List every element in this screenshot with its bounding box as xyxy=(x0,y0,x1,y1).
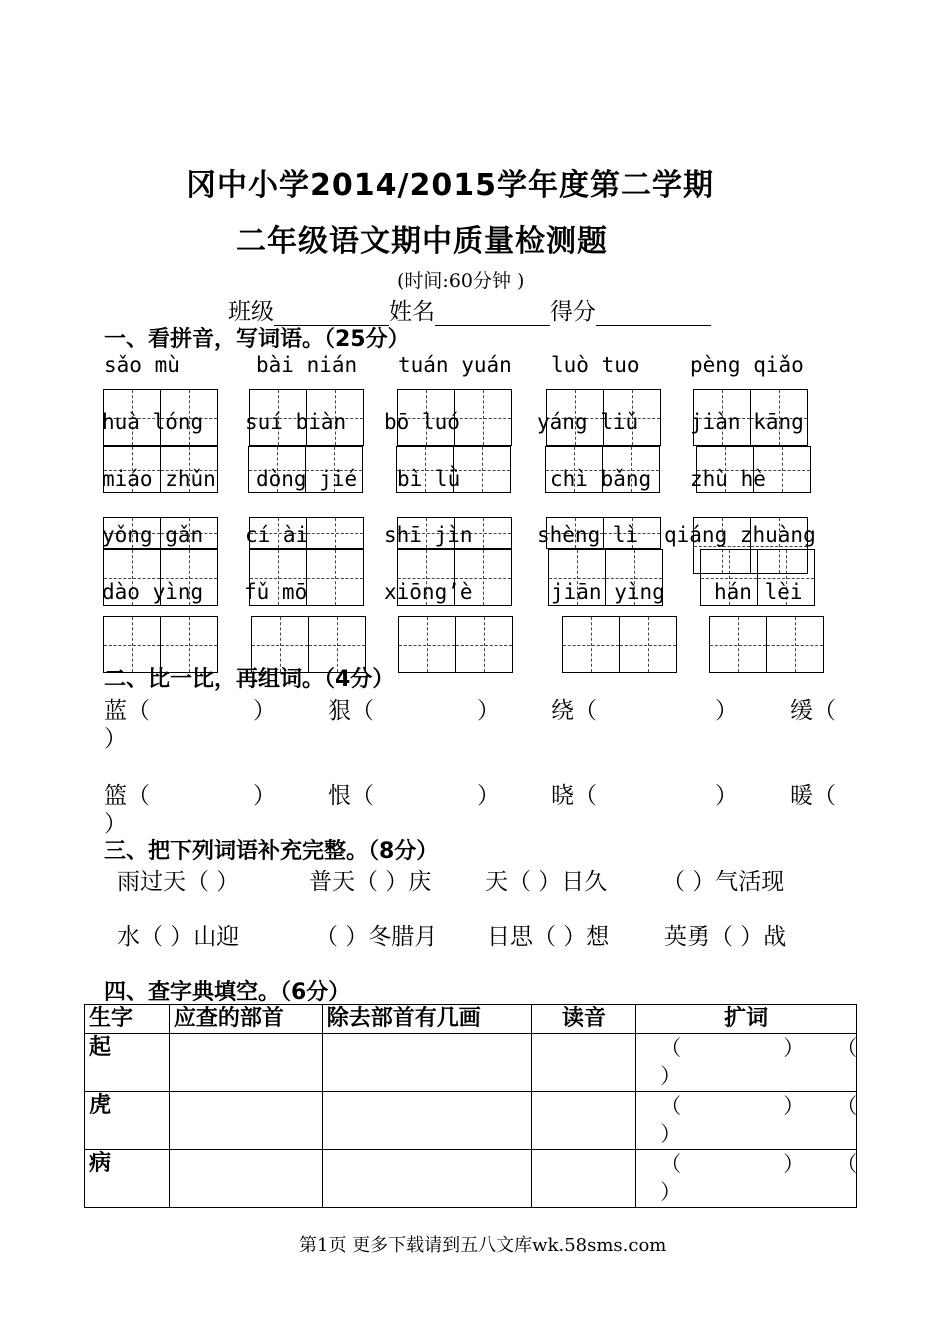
char-box[interactable] xyxy=(453,446,511,493)
compare-2c-close: ） xyxy=(715,783,738,809)
compare-1d: 缓（ xyxy=(790,698,836,724)
paren-close: ） xyxy=(660,1122,682,1146)
pinyin-4-3: shī jìn xyxy=(384,523,473,547)
table-row xyxy=(85,1092,857,1150)
paren-close: ） xyxy=(660,1180,682,1204)
table-row xyxy=(85,1034,857,1092)
pinyin-3-1: miáo zhǔn xyxy=(102,467,216,491)
idiom-6: （ ）冬腊月 xyxy=(315,924,438,950)
char-box[interactable] xyxy=(306,517,364,549)
expand-cell[interactable] xyxy=(636,1034,857,1092)
compare-1a-close: ） xyxy=(253,698,276,724)
idiom-2: 普天（ ）庆 xyxy=(309,869,432,895)
header-reading: 读音 xyxy=(532,1005,636,1034)
title-line2: 二年级语文期中质量检测题 xyxy=(236,224,608,259)
pinyin-4-4: shèng lì xyxy=(537,523,639,547)
paren-open: （ xyxy=(660,1152,682,1176)
time-note: (时间:60分钟 ) xyxy=(397,270,525,292)
char-box[interactable] xyxy=(562,616,620,673)
paren-close: ） xyxy=(660,1064,682,1088)
paren-open: （ xyxy=(836,1094,858,1118)
section1-heading: 一、看拼音，写词语。（25分） xyxy=(104,327,410,352)
pinyin-5-5: hán lèi xyxy=(714,580,803,604)
header-char: 生字 xyxy=(85,1005,170,1034)
pinyin-5-3: xiōng’è xyxy=(384,580,473,604)
radical-cell[interactable] xyxy=(169,1092,322,1150)
expand-cell[interactable] xyxy=(636,1092,857,1150)
name-blank[interactable] xyxy=(435,299,550,326)
section3-heading: 三、把下列词语补充完整。（8分） xyxy=(104,839,439,864)
class-label: 班级 xyxy=(228,299,274,325)
compare-1c: 绕（ xyxy=(551,698,597,724)
reading-cell[interactable] xyxy=(532,1092,636,1150)
pinyin-1-4: luò tuo xyxy=(551,353,640,377)
pinyin-3-2: dòng jié xyxy=(256,467,358,491)
title-line1: 冈中小学2014/2015学年度第二学期 xyxy=(186,168,714,203)
idiom-1: 雨过天（ ） xyxy=(117,869,240,895)
compare-2d: 暖（ xyxy=(790,783,836,809)
radical-cell[interactable] xyxy=(169,1034,322,1092)
score-label: 得分 xyxy=(550,299,596,325)
header-expand: 扩词 xyxy=(636,1005,857,1034)
compare-2b: 恨（ xyxy=(328,783,374,809)
char-box[interactable] xyxy=(766,616,824,673)
compare-1c-close: ） xyxy=(715,698,738,724)
row-char: 起 xyxy=(85,1034,170,1092)
row-char: 病 xyxy=(85,1150,170,1208)
pinyin-5-4: jiān yìng xyxy=(551,580,665,604)
expand-cell[interactable] xyxy=(636,1150,857,1208)
pinyin-2-1: huà lóng xyxy=(102,410,204,434)
char-box[interactable] xyxy=(619,616,677,673)
paren-open: （ xyxy=(836,1036,858,1060)
compare-2a: 篮（ xyxy=(104,783,150,809)
reading-cell[interactable] xyxy=(532,1150,636,1208)
section2-heading: 二、比一比，再组词。（4分） xyxy=(104,667,395,692)
pinyin-2-5: jiàn kāng xyxy=(690,410,804,434)
idiom-7: 日思（ ）想 xyxy=(487,924,610,950)
radical-cell[interactable] xyxy=(169,1150,322,1208)
strokes-cell[interactable] xyxy=(322,1150,532,1208)
paren-open: （ xyxy=(660,1036,682,1060)
pinyin-1-2: bài nián xyxy=(256,353,358,377)
char-box[interactable] xyxy=(709,616,767,673)
char-box[interactable] xyxy=(454,389,512,446)
compare-2d-close: ） xyxy=(104,811,127,837)
char-box[interactable] xyxy=(306,549,364,606)
dictionary-table xyxy=(84,1004,857,1208)
pinyin-2-3: bō luó xyxy=(384,410,460,434)
header-radical: 应查的部首 xyxy=(169,1005,322,1034)
compare-1b-close: ） xyxy=(477,698,500,724)
idiom-4: （ ）气活现 xyxy=(662,869,785,895)
pinyin-1-3: tuán yuán xyxy=(398,353,512,377)
paren-close: ） xyxy=(783,1094,805,1118)
pinyin-4-5: qiáng zhuàng xyxy=(664,523,816,547)
compare-2a-close: ） xyxy=(253,783,276,809)
name-label: 姓名 xyxy=(389,299,435,325)
compare-1d-close: ） xyxy=(104,726,127,752)
char-box[interactable] xyxy=(455,616,513,673)
score-blank[interactable] xyxy=(596,299,711,326)
compare-1a: 蓝（ xyxy=(104,698,150,724)
paren-close: ） xyxy=(783,1036,805,1060)
pinyin-1-5: pèng qiǎo xyxy=(690,353,804,377)
paren-open: （ xyxy=(836,1152,858,1176)
strokes-cell[interactable] xyxy=(322,1092,532,1150)
idiom-8: 英勇（ ）战 xyxy=(664,924,787,950)
strokes-cell[interactable] xyxy=(322,1034,532,1092)
row-char: 虎 xyxy=(85,1092,170,1150)
pinyin-1-1: sǎo mù xyxy=(104,353,180,377)
reading-cell[interactable] xyxy=(532,1034,636,1092)
paren-open: （ xyxy=(660,1094,682,1118)
page-footer: 第1页 更多下载请到五八文库wk.58sms.com xyxy=(299,1235,667,1256)
compare-1b: 狠（ xyxy=(328,698,374,724)
pinyin-5-1: dào yìng xyxy=(102,580,204,604)
pinyin-4-2: cí ài xyxy=(245,523,309,547)
pinyin-3-5: zhù hè xyxy=(690,467,766,491)
pinyin-3-3: bì lǜ xyxy=(397,467,461,491)
char-box[interactable] xyxy=(398,616,456,673)
idiom-3: 天（ ）日久 xyxy=(485,869,608,895)
compare-2c: 晓（ xyxy=(551,783,597,809)
pinyin-4-1: yǒng gǎn xyxy=(102,523,204,547)
table-row xyxy=(85,1150,857,1208)
pinyin-2-2: suí biàn xyxy=(245,410,347,434)
pinyin-5-2: fǔ mō xyxy=(244,580,308,604)
idiom-5: 水（ ）山迎 xyxy=(117,924,240,950)
paren-close: ） xyxy=(783,1152,805,1176)
compare-2b-close: ） xyxy=(477,783,500,809)
pinyin-2-4: yáng liǔ xyxy=(537,410,639,434)
table-header-row xyxy=(85,1005,857,1034)
pinyin-3-4: chì bǎng xyxy=(550,467,652,491)
section4-heading: 四、查字典填空。（6分） xyxy=(104,980,351,1005)
header-strokes: 除去部首有几画 xyxy=(322,1005,532,1034)
